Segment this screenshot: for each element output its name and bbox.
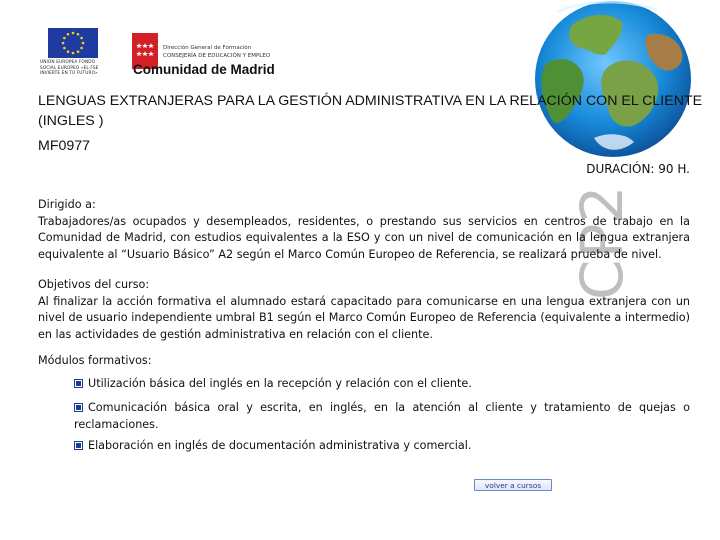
modulos-heading: Módulos formativos:: [38, 354, 152, 367]
checkbox-bullet-icon: [74, 441, 83, 450]
module-item: [74, 400, 690, 433]
module-text: Elaboración en inglés de documentación administrativa y comercial.: [88, 439, 472, 452]
objetivos-heading: Objetivos del curso:: [38, 278, 150, 291]
madrid-line-1: Dirección General de Formación: [163, 45, 252, 51]
dirigido-text: Trabajadores/as ocupados y desempleados, residentes, o prestando sus servicios en centros de trabajo en la Comunidad de Madrid, con estudios equivalentes a la ESO y con un nivel de comunicación en la lengua extranjera equivalente al “Usuario Básico” A2 según el Marco Común Europeo de Referencia, se realizará prueba de nivel.: [38, 214, 690, 261]
eu-logo-text: UNIÓN EUROPEA FONDO SOCIAL EUROPEO «EL FSE INVIERTE EN TU FUTURO»: [40, 60, 99, 77]
objetivos-text: Al finalizar la acción formativa el alumnado estará capacitado para comunicarse en una lengua extranjera con un nivel de usuario independiente umbral B1 según el Marco Común Europeo de Referencia (equivalente a intermedio) en las actividades de gestión administrativa en relación con el cliente.: [38, 294, 690, 341]
course-title: LENGUAS EXTRANJERAS PARA LA GESTIÓN ADMINISTRATIVA EN LA RELACIÓN CON EL CLIENTE (INGLES ): [38, 93, 703, 129]
module-item: [74, 376, 690, 393]
section-dirigido: [38, 197, 690, 263]
madrid-department-lines: [163, 44, 270, 60]
dirigido-heading: Dirigido a:: [38, 198, 96, 211]
module-text: Comunicación básica oral y escrita, en inglés, en la atención al cliente y tratamiento de quejas o reclamaciones.: [74, 401, 690, 431]
eu-logo: [40, 28, 110, 80]
course-code: MF0977: [38, 138, 91, 154]
module-item: [74, 438, 690, 455]
course-duration: DURACIÓN: 90 H.: [586, 162, 690, 176]
header-bar: [0, 0, 720, 96]
madrid-name: Comunidad de Madrid: [133, 62, 275, 77]
comunidad-madrid-logo: [132, 33, 302, 79]
module-text: Utilización básica del inglés en la recepción y relación con el cliente.: [88, 377, 472, 390]
globe-icon: [512, 0, 720, 170]
checkbox-bullet-icon: [74, 379, 83, 388]
section-objetivos: [38, 277, 690, 343]
section-modulos: [38, 353, 690, 370]
checkbox-bullet-icon: [74, 403, 83, 412]
side-label: CP2: [568, 184, 636, 300]
eu-flag-icon: [48, 28, 98, 58]
back-to-courses-button[interactable]: volver a cursos: [474, 479, 552, 491]
madrid-line-2: CONSEJERÍA DE EDUCACIÓN Y EMPLEO: [163, 53, 271, 59]
